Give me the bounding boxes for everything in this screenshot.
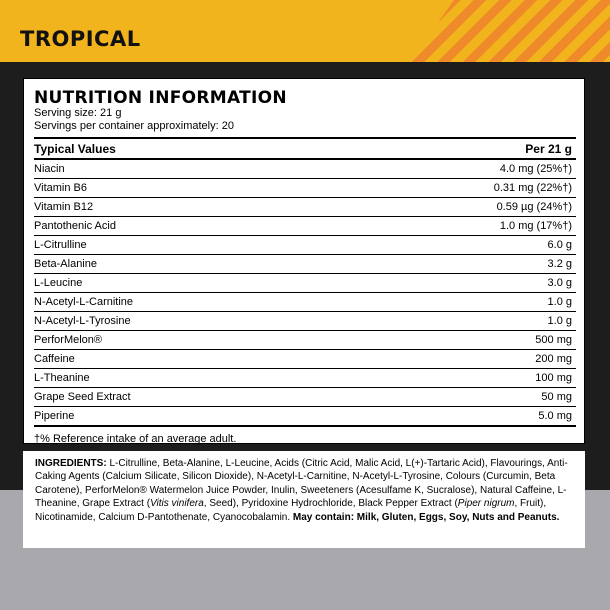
table-row: [34, 407, 576, 427]
ingredients-text-3: , Fruit), Nicotinamide, Calcium D-Pantothenate, Cyanocobalamin.: [35, 498, 547, 523]
nutrient-name: Beta-Alanine: [34, 258, 97, 270]
nutrition-title: NUTRITION INFORMATION: [34, 88, 287, 108]
serving-size: Serving size: 21 g: [34, 107, 122, 119]
table-row: [34, 255, 576, 274]
nutrient-name: Vitamin B6: [34, 182, 87, 194]
nutrient-name: N-Acetyl-L-Carnitine: [34, 296, 134, 308]
ingredients-text-1: L-Citrulline, Beta-Alanine, L-Leucine, Acids (Citric Acid, Malic Acid, L(+)-Tartaric Acid), Flavourings, Anti-Caking Agents (Calcium Silicate, Silicon Dioxide), N-Acetyl-L-Carnitine, N-Acetyl-L-Tyrosine, Colours (Curcumin, Beta Carotene), PerforMelon® Watermelon Juice Powder, Inulin, Sweeteners (Acesulfame K, Sucralose), Natural Caffeine, L-Theanine, Grape Extract (: [35, 458, 568, 510]
table-row: [34, 217, 576, 236]
nutrient-value: 500 mg: [535, 334, 572, 346]
nutrient-value: 6.0 g: [547, 239, 572, 251]
ingredients-label: INGREDIENTS:: [35, 458, 107, 469]
nutrient-name: Caffeine: [34, 353, 75, 365]
ingredients-box: [23, 451, 585, 548]
ingredients-text-2: , Seed), Pyridoxine Hydrochloride, Black Pepper Extract (: [203, 498, 458, 510]
table-header-row: [34, 139, 576, 160]
nutrition-table: [34, 137, 576, 427]
nutrient-value: 50 mg: [541, 391, 572, 403]
nutrient-name: Grape Seed Extract: [34, 391, 131, 403]
nutrient-value: 1.0 g: [547, 296, 572, 308]
table-row: [34, 274, 576, 293]
nutrient-name: Pantothenic Acid: [34, 220, 116, 232]
ingredients-italic-2: Piper nigrum: [457, 498, 515, 510]
header-value: Per 21 g: [525, 141, 572, 156]
diagonal-stripes-decoration: [410, 0, 610, 62]
nutrition-panel: [23, 78, 585, 444]
table-row: [34, 312, 576, 331]
nutrient-name: Niacin: [34, 163, 65, 175]
flavor-name: TROPICAL: [20, 27, 141, 51]
allergens-statement: May contain: Milk, Gluten, Eggs, Soy, Nuts and Peanuts.: [292, 511, 560, 523]
nutrient-value: 1.0 g: [547, 315, 572, 327]
nutrient-value: 3.2 g: [547, 258, 572, 270]
nutrient-name: L-Theanine: [34, 372, 90, 384]
nutrient-name: L-Leucine: [34, 277, 83, 289]
table-row: [34, 388, 576, 407]
flavor-banner: [0, 0, 610, 62]
table-row: [34, 350, 576, 369]
header-label: Typical Values: [34, 141, 116, 156]
nutrient-name: PerforMelon®: [34, 334, 103, 346]
ingredients-italic-1: Vitis vinifera: [150, 498, 204, 510]
table-row: [34, 293, 576, 312]
nutrient-value: 200 mg: [535, 353, 572, 365]
nutrient-value: 100 mg: [535, 372, 572, 384]
nutrient-value: 0.59 µg (24%†): [496, 201, 572, 213]
reference-footnote: †% Reference intake of an average adult.: [34, 433, 237, 445]
table-row: [34, 369, 576, 388]
nutrient-name: Vitamin B12: [34, 201, 94, 213]
table-row: [34, 160, 576, 179]
nutrient-value: 3.0 g: [547, 277, 572, 289]
nutrient-value: 1.0 mg (17%†): [499, 220, 572, 232]
table-row: [34, 236, 576, 255]
nutrition-rows: [34, 160, 576, 427]
nutrient-value: 5.0 mg: [538, 410, 572, 422]
nutrient-name: N-Acetyl-L-Tyrosine: [34, 315, 131, 327]
servings-per-container: Servings per container approximately: 20: [34, 120, 234, 132]
table-row: [34, 198, 576, 217]
nutrient-name: L-Citrulline: [34, 239, 87, 251]
nutrient-name: Piperine: [34, 410, 75, 422]
table-row: [34, 179, 576, 198]
nutrient-value: 4.0 mg (25%†): [499, 163, 572, 175]
table-row: [34, 331, 576, 350]
nutrient-value: 0.31 mg (22%†): [493, 182, 572, 194]
